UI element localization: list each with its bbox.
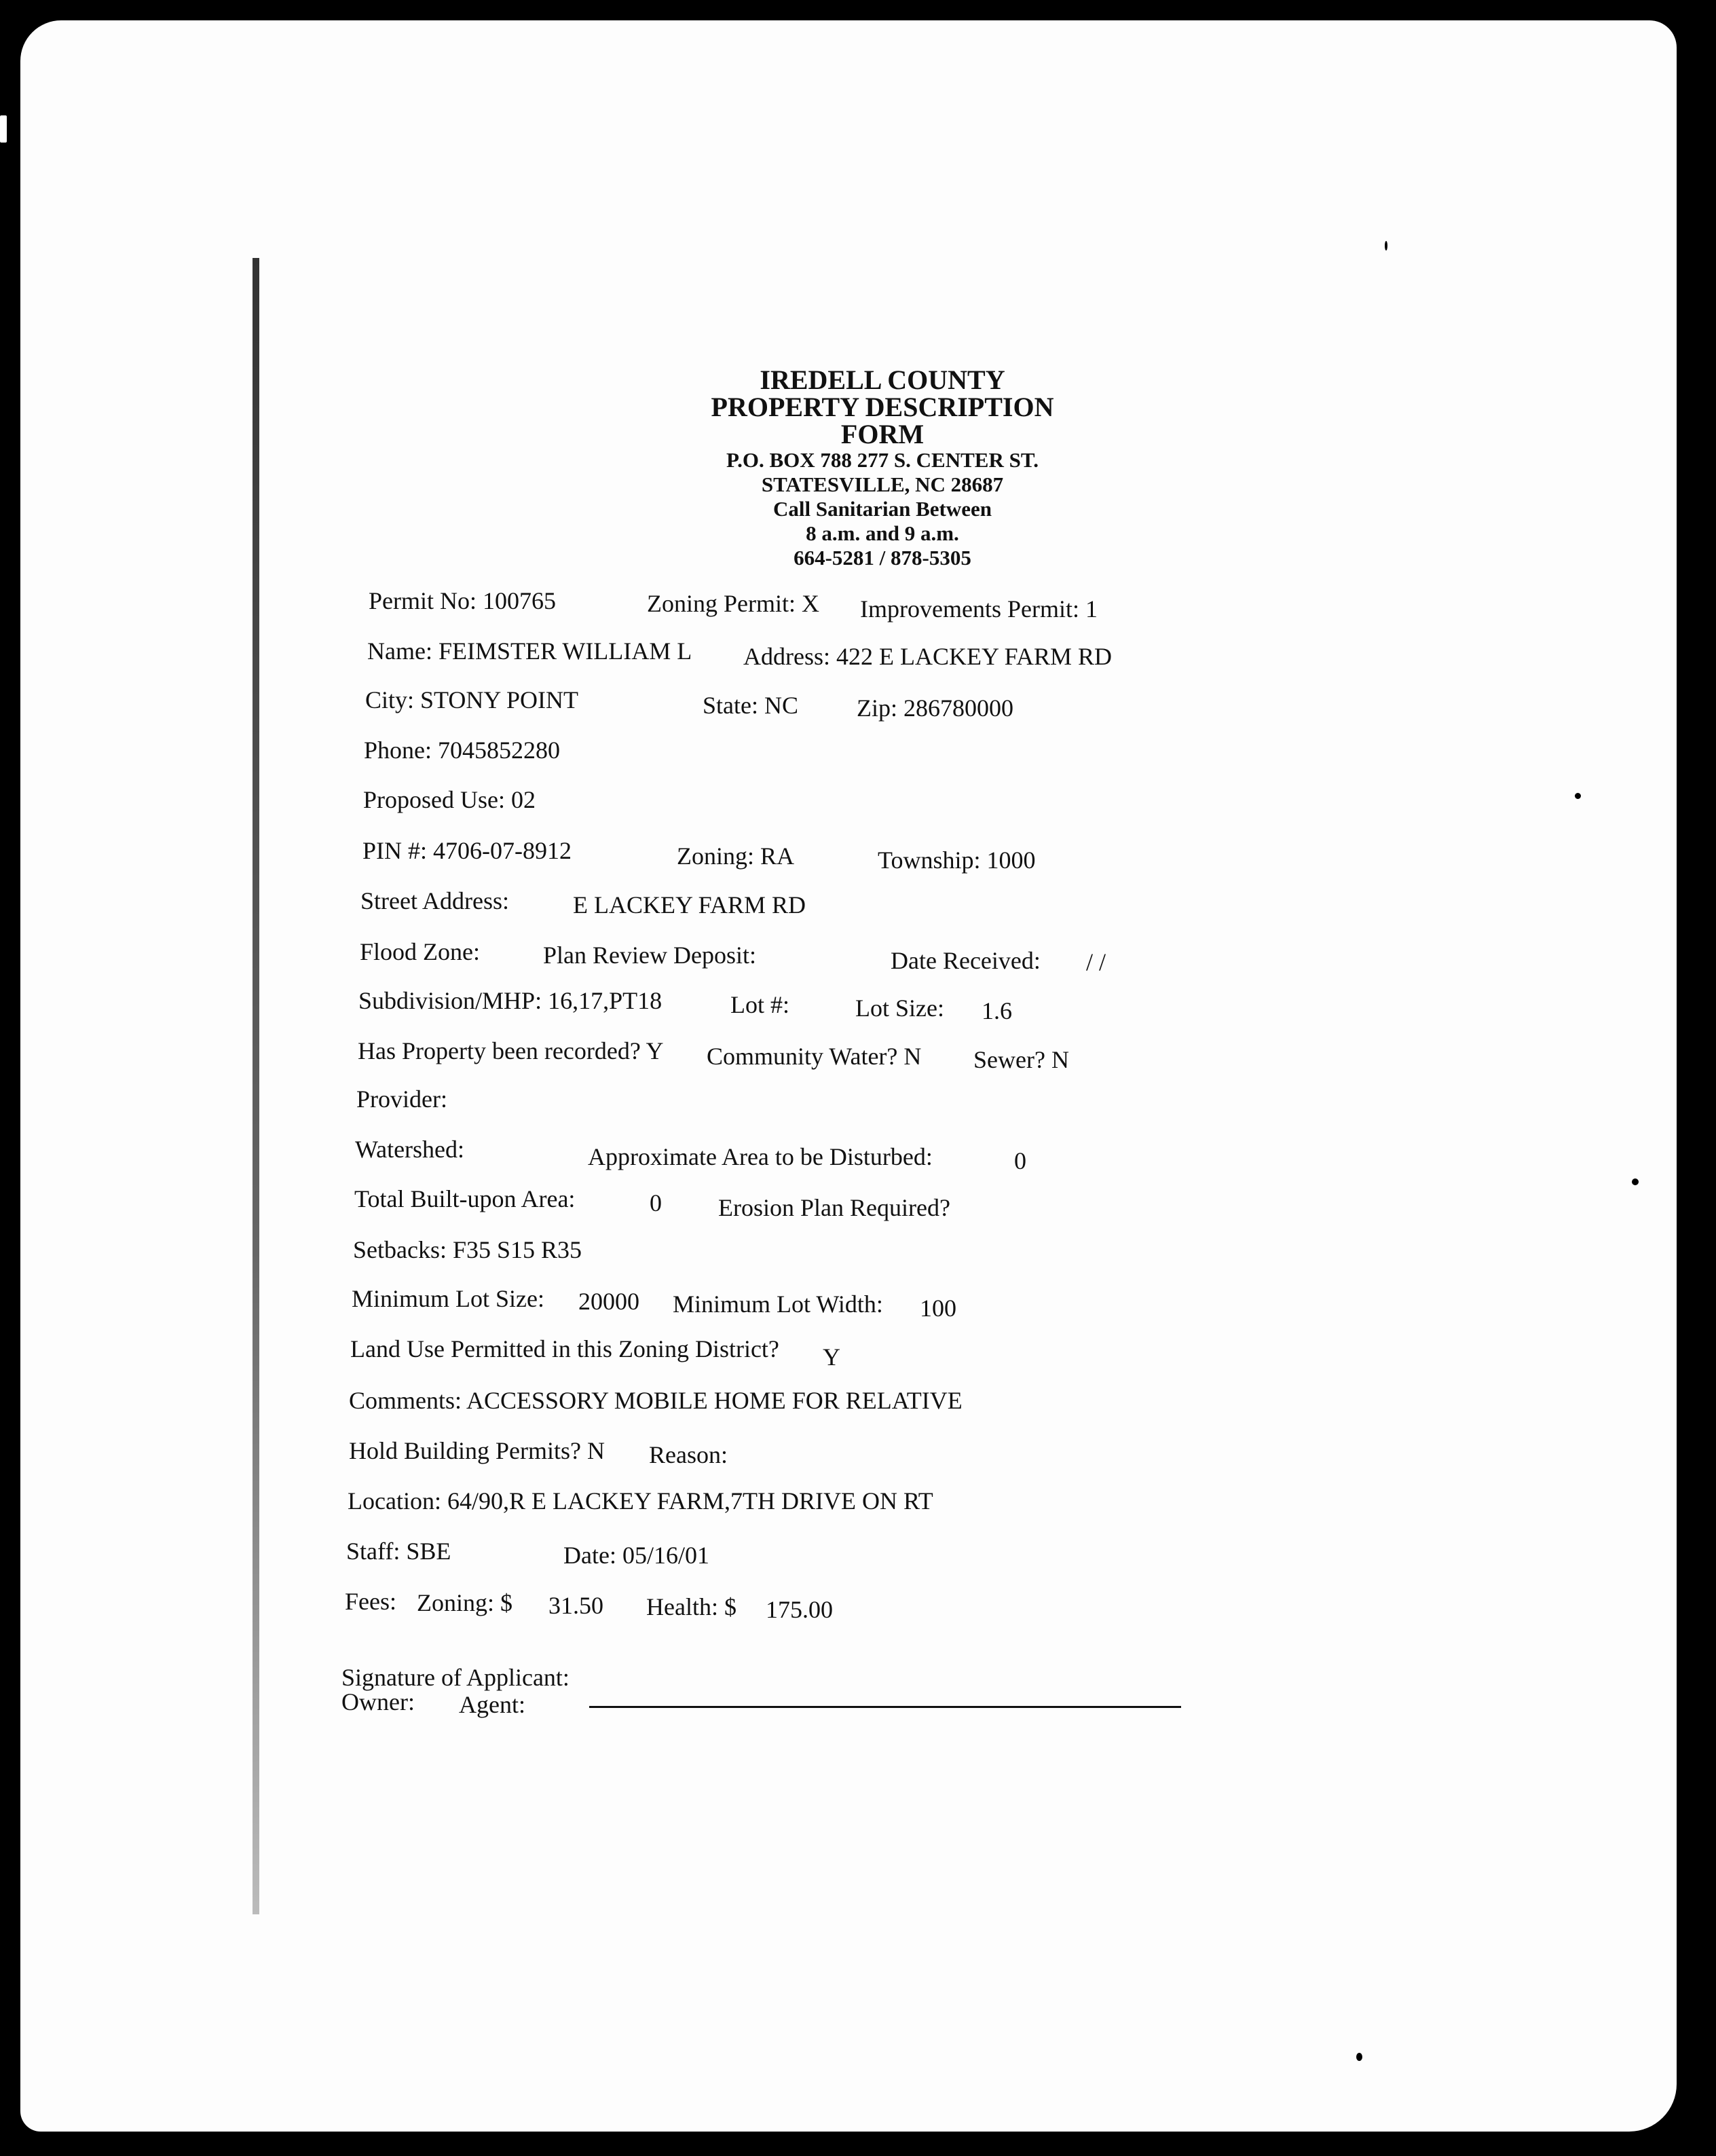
agent-label: Agent: [459,1691,525,1718]
lot-size-label: Lot Size: [855,995,944,1022]
owner-label: Owner: [341,1688,415,1715]
area-disturbed-label: Approximate Area to be Disturbed: [588,1143,933,1170]
lot-number: Lot #: [730,991,789,1018]
sewer: Sewer? N [973,1046,1069,1073]
date-received-label: Date Received: [891,947,1041,974]
scan-edge-shadow [253,258,259,1914]
hold-building-permits: Hold Building Permits? N [349,1437,605,1464]
applicant-address: Address: 422 E LACKEY FARM RD [743,643,1113,670]
min-lot-size-label: Minimum Lot Size: [352,1285,544,1312]
min-lot-size-value: 20000 [578,1288,639,1315]
form-title: PROPERTY DESCRIPTION FORM [711,392,1054,449]
staff: Staff: SBE [346,1538,451,1565]
reason: Reason: [649,1441,728,1468]
setbacks: Setbacks: F35 S15 R35 [353,1236,582,1263]
subdivision: Subdivision/MHP: 16,17,PT18 [358,987,663,1014]
hours-line: 8 a.m. and 9 a.m. [806,521,959,545]
erosion-plan-required: Erosion Plan Required? [718,1194,950,1221]
lot-size-value: 1.6 [982,997,1012,1024]
min-lot-width-label: Minimum Lot Width: [673,1290,883,1318]
scanned-page [20,20,1677,2132]
state: State: NC [703,692,798,719]
proposed-use: Proposed Use: 02 [363,786,536,813]
area-disturbed-value: 0 [1014,1147,1026,1174]
city-line: STATESVILLE, NC 28687 [761,472,1004,496]
phones-line: 664-5281 / 878-5305 [794,546,971,570]
zip: Zip: 286780000 [857,694,1013,722]
scan-speck [1385,241,1387,250]
street-address-value: E LACKEY FARM RD [573,891,806,918]
zoning: Zoning: RA [677,842,795,870]
community-water: Community Water? N [707,1043,922,1070]
fees-label: Fees: [345,1588,396,1615]
scan-speck [1575,793,1581,799]
comments: Comments: ACCESSORY MOBILE HOME FOR RELATIVE [349,1387,963,1414]
signature-label: Signature of Applicant: [341,1664,570,1691]
scan-speck [1632,1178,1639,1185]
flood-zone: Flood Zone: [360,938,480,965]
street-address-label: Street Address: [360,887,509,914]
date: Date: 05/16/01 [563,1542,709,1569]
min-lot-width-value: 100 [920,1295,956,1322]
zoning-fee-label: Zoning: $ [417,1589,512,1616]
land-use-permitted-label: Land Use Permitted in this Zoning District? [350,1335,779,1362]
health-fee-value: 175.00 [766,1596,833,1623]
zoning-fee-value: 31.50 [548,1592,603,1619]
pin-number: PIN #: 4706-07-8912 [362,837,572,864]
city: City: STONY POINT [365,686,579,713]
zoning-permit: Zoning Permit: X [647,590,819,617]
scan-speck [1356,2053,1362,2061]
plan-review-deposit: Plan Review Deposit: [543,942,756,969]
health-fee-label: Health: $ [646,1593,736,1620]
watershed: Watershed: [355,1136,465,1163]
property-recorded: Has Property been recorded? Y [358,1037,664,1064]
location: Location: 64/90,R E LACKEY FARM,7TH DRIVE ON RT [348,1487,933,1514]
date-received-value: / / [1086,948,1106,975]
land-use-permitted-value: Y [823,1343,840,1371]
improvements-permit: Improvements Permit: 1 [860,595,1098,622]
county-title: IREDELL COUNTY [760,365,1005,395]
form-header [679,367,1086,570]
permit-no: Permit No: 100765 [369,587,556,614]
township: Township: 1000 [878,847,1036,874]
po-box-line: P.O. BOX 788 277 S. CENTER ST. [726,448,1039,472]
signature-line [589,1706,1181,1708]
applicant-name: Name: FEIMSTER WILLIAM L [367,637,692,665]
built-upon-area-value: 0 [650,1189,662,1216]
phone: Phone: 7045852280 [364,737,561,764]
provider: Provider: [356,1085,447,1113]
call-line: Call Sanitarian Between [772,497,992,521]
scan-speck [0,115,7,143]
built-upon-area-label: Total Built-upon Area: [354,1185,576,1212]
